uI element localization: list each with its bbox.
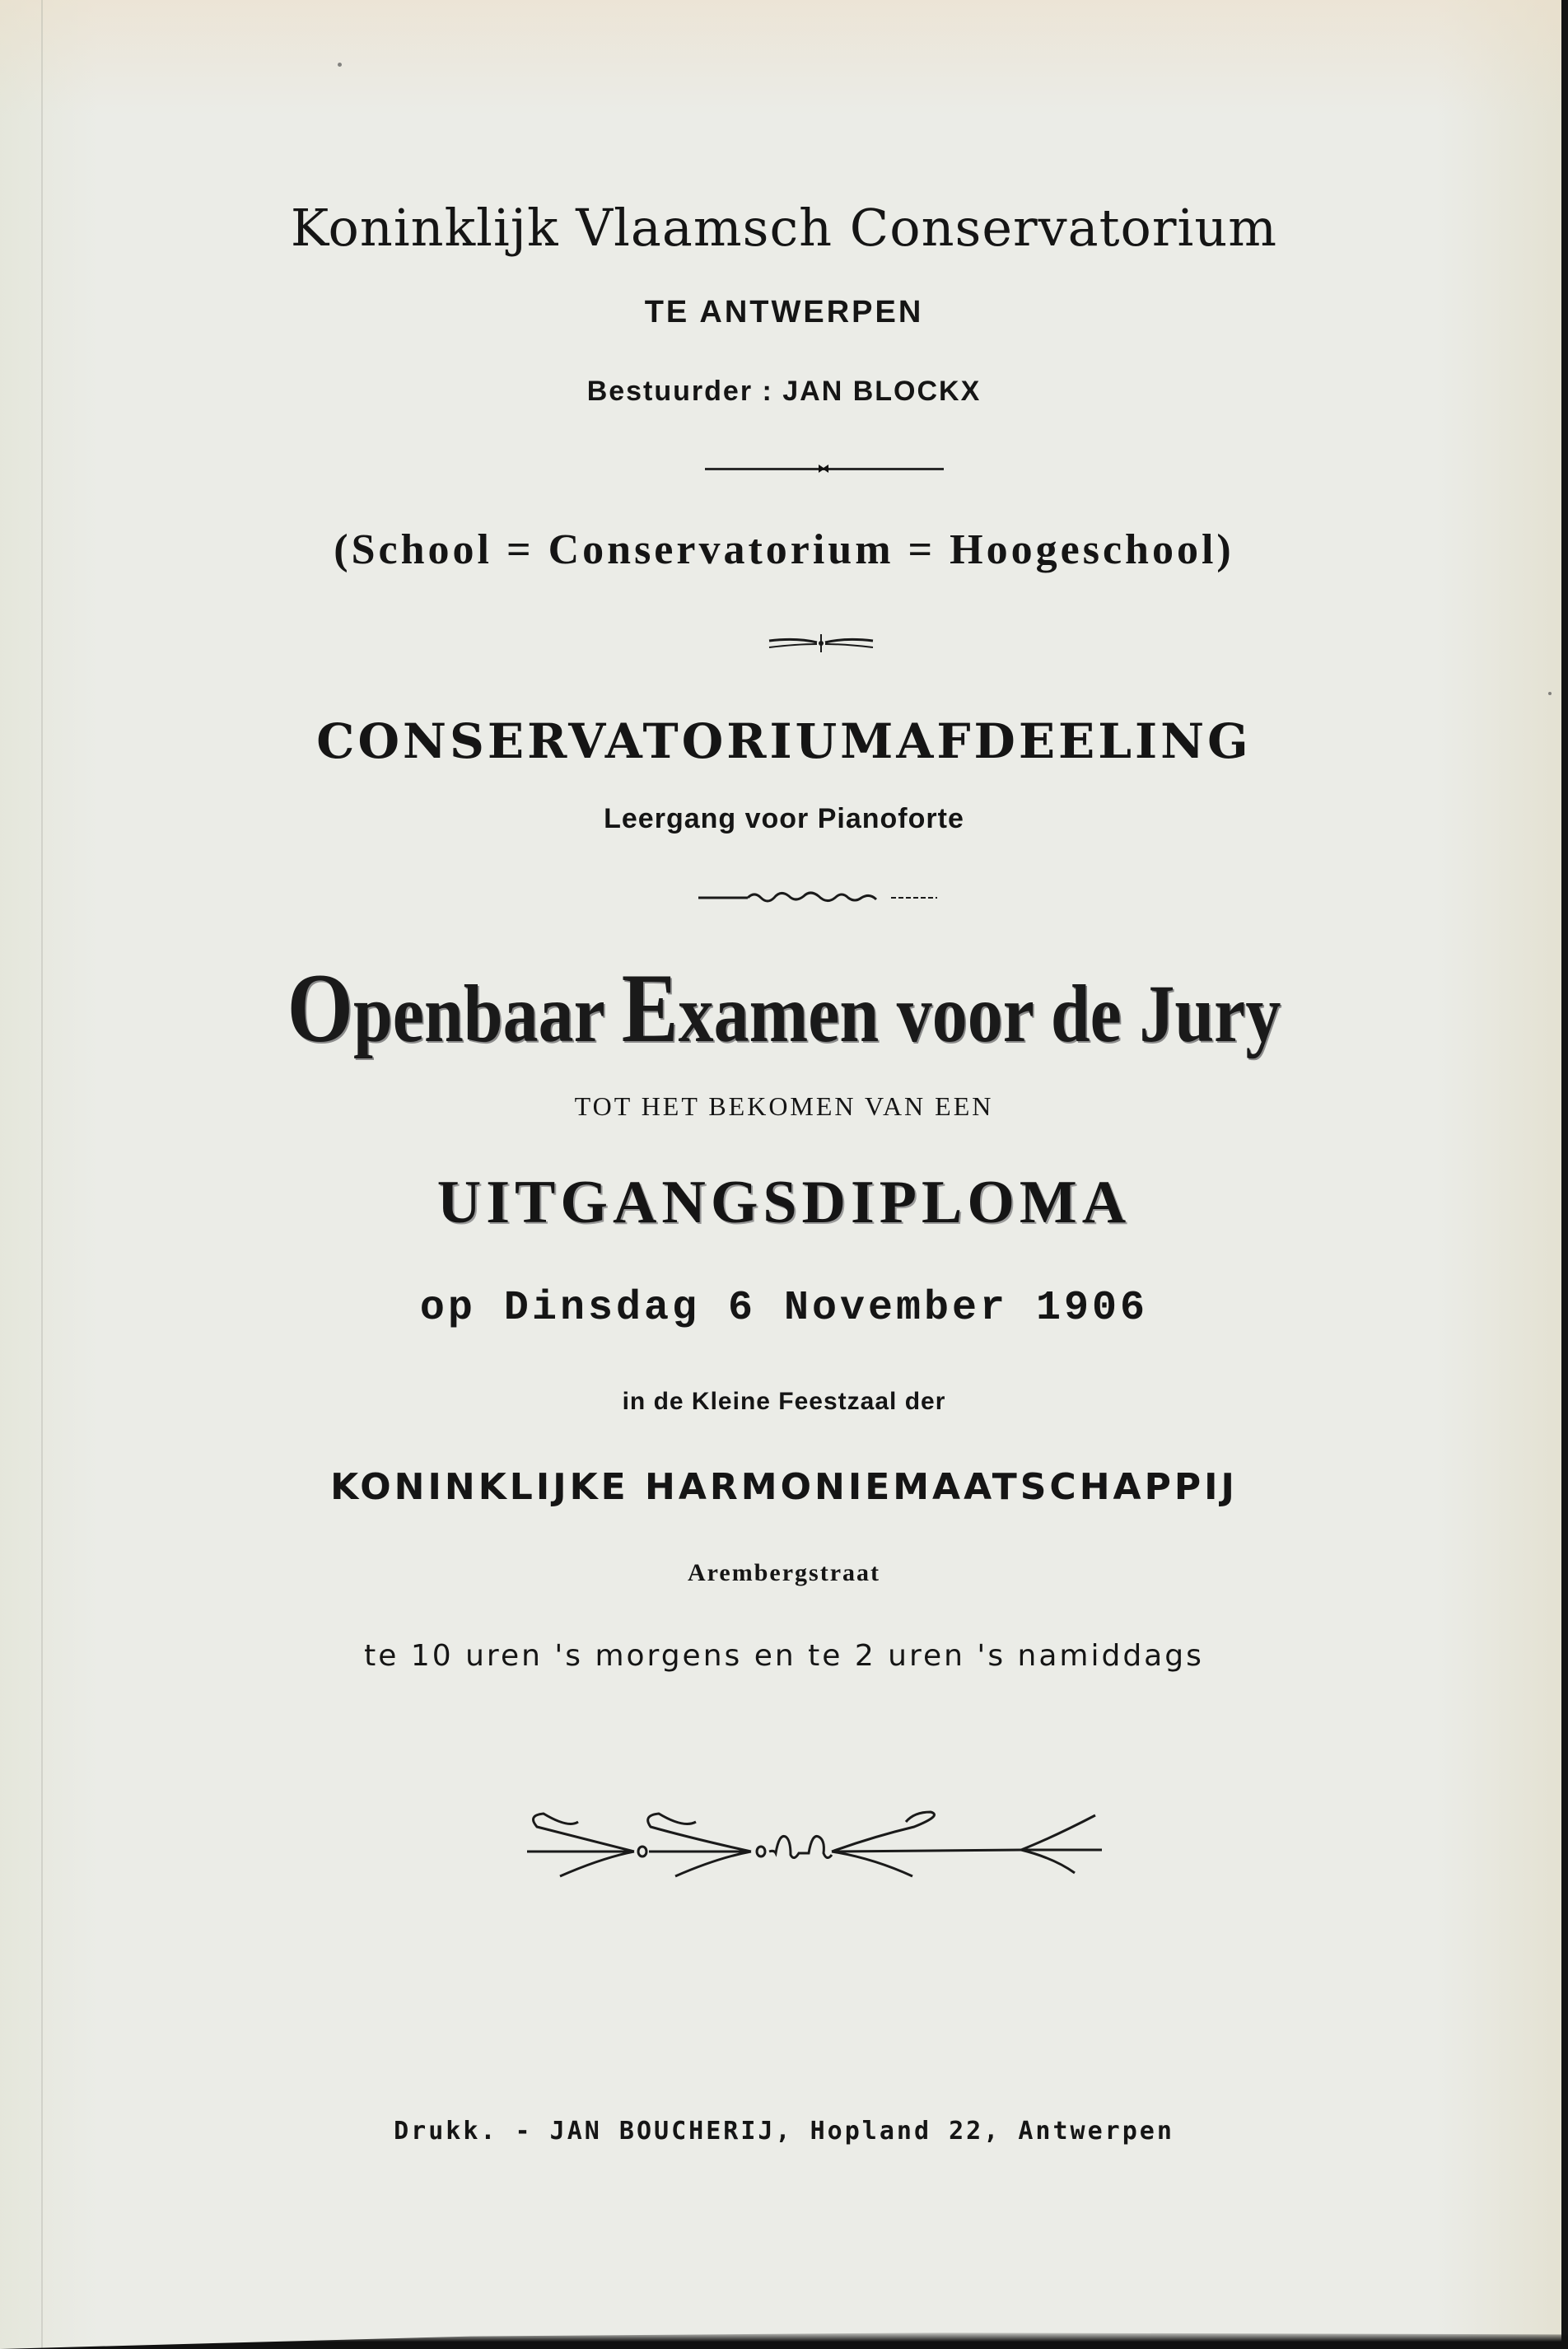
title-capital-o: O xyxy=(287,953,353,1062)
title-capital-e: E xyxy=(621,953,679,1062)
course-name: Leergang voor Pianoforte xyxy=(604,803,964,834)
diploma-title: UITGANGSDIPLOMA xyxy=(436,1169,1132,1236)
venue-street: Arembergstraat xyxy=(687,1559,881,1586)
main-title xyxy=(110,951,1458,1065)
institution-city: TE ANTWERPEN xyxy=(644,295,924,329)
small-flourish-ornament xyxy=(768,633,875,654)
title-word-2: xamen voor de Jury xyxy=(678,968,1281,1059)
large-arrow-flourish-ornament xyxy=(527,1804,1104,1886)
title-word-1: penbaar xyxy=(352,968,622,1059)
department-name: CONSERVATORIUMAFDEELING xyxy=(316,713,1252,769)
scan-border-bottom xyxy=(0,2331,1568,2349)
director-line: Bestuurder : JAN BLOCKX xyxy=(586,376,982,407)
venue-name: KONINKLIJKE HARMONIEMAATSCHAPPIJ xyxy=(330,1466,1238,1508)
rule-with-knot-ornament xyxy=(705,468,944,470)
printer-credit: Drukk. - JAN BOUCHERIJ, Hopland 22, Antwerpen xyxy=(394,2117,1174,2146)
event-times: te 10 uren 's morgens en te 2 uren 's namiddags xyxy=(364,1639,1204,1673)
paper-speck xyxy=(338,63,342,67)
event-date: op Dinsdag 6 November 1906 xyxy=(419,1285,1149,1332)
knot-icon xyxy=(819,465,828,473)
school-levels: (School = Conservatorium = Hoogeschool) xyxy=(334,526,1234,573)
scroll-flourish-ornament xyxy=(698,888,937,906)
institution-name: Koninklijk Vlaamsch Conservatorium xyxy=(290,198,1278,258)
venue-intro: in de Kleine Feestzaal der xyxy=(622,1388,946,1415)
paper-speck xyxy=(1548,692,1552,695)
title-subtitle: TOT HET BEKOMEN VAN EEN xyxy=(574,1091,994,1121)
